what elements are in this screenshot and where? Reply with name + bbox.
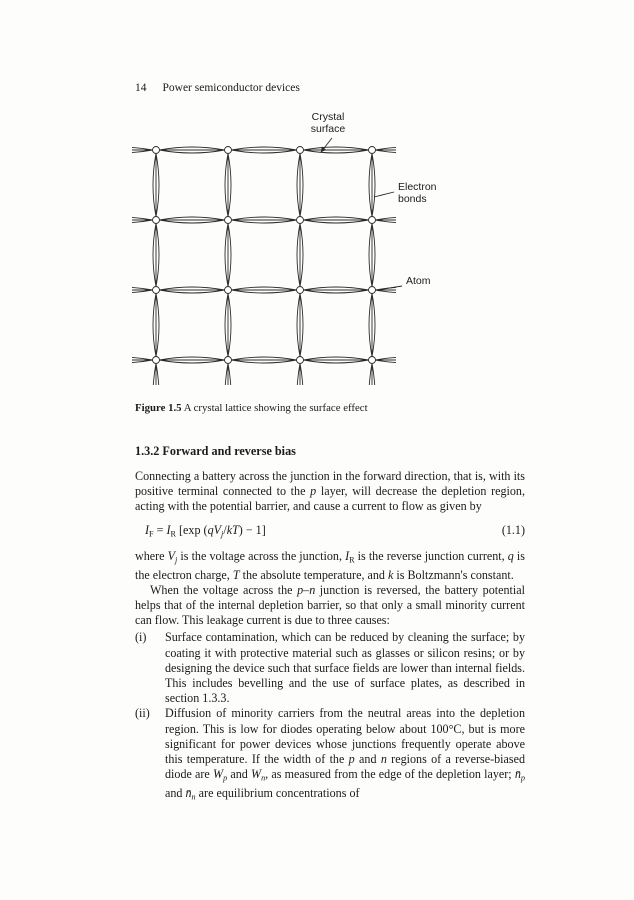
crystal-surface-label-line1: Crystal <box>311 111 345 123</box>
list-item <box>135 630 525 706</box>
lattice-figure-svg <box>132 108 532 390</box>
section-body <box>135 469 525 804</box>
electron-bonds-pointer-line <box>374 192 394 197</box>
list-text-ii: Diffusion of minority carriers from the neutral areas into the depletion region. This is low for diodes operating below about 100°C, but is more significant for power devices whose junctions frequently operate above this temperature. If the width of the p and n regions of a reverse-biased diode are $W_p$ and $W_n$, as measured from the edge of the depletion layer; $n̄_p$ and $n̄_n$ are equilibrium concentrations of <box>165 706 525 802</box>
figure-caption: Figure 1.5 A crystal lattice showing the surface effect <box>135 402 368 414</box>
paragraph-variables: where $V_j$ is the voltage across the junction, $I_R$ is the reverse junction current, q is the electron charge, T the absolute temperature, and k is Boltzmann's constant. <box>135 549 525 582</box>
list-marker-ii: (ii) <box>135 706 150 721</box>
equation-body: $I_F = I_R$ [exp $(qV_j/kT) - 1$] <box>145 522 266 538</box>
electron-bonds-label-line2: bonds <box>398 193 427 205</box>
equation-number: (1.1) <box>501 522 525 537</box>
list-text-i: Surface contamination, which can be reduced by cleaning the surface; by coating it with protective material such as glasses or silicon resins; or by designing the device such that surface fields are lower than internal fields. This includes bevelling and the use of surface plates, as described in section 1.3.3. <box>165 630 525 706</box>
page-number: 14 <box>135 82 147 94</box>
electron-bonds-label-line1: Electron <box>398 181 437 193</box>
leakage-causes-list <box>135 630 525 804</box>
atom-label: Atom <box>406 275 431 287</box>
page-header <box>135 82 525 94</box>
figure-lattice <box>132 108 532 390</box>
equation-1-1 <box>135 523 525 542</box>
book-page <box>135 82 525 804</box>
lattice-grid <box>132 147 441 391</box>
list-marker-i: (i) <box>135 630 147 645</box>
paragraph-forward-bias: Connecting a battery across the junction in the forward direction, that is, with its positive terminal connected to the p layer, will decrease the depletion region, acting with the potential barrier, and cause a current to flow as given by <box>135 469 525 514</box>
section-heading: 1.3.2 Forward and reverse bias <box>135 444 296 458</box>
running-title: Power semiconductor devices <box>162 82 300 94</box>
paragraph-reverse-bias: When the voltage across the p–n junction is reversed, the battery potential helps that of the internal depletion barrier, so that only a small minority current can flow. This leakage current is due to three causes: <box>135 582 525 628</box>
atom-pointer-line <box>377 286 402 290</box>
crystal-surface-label-line2: surface <box>310 123 346 135</box>
list-item <box>135 706 525 804</box>
